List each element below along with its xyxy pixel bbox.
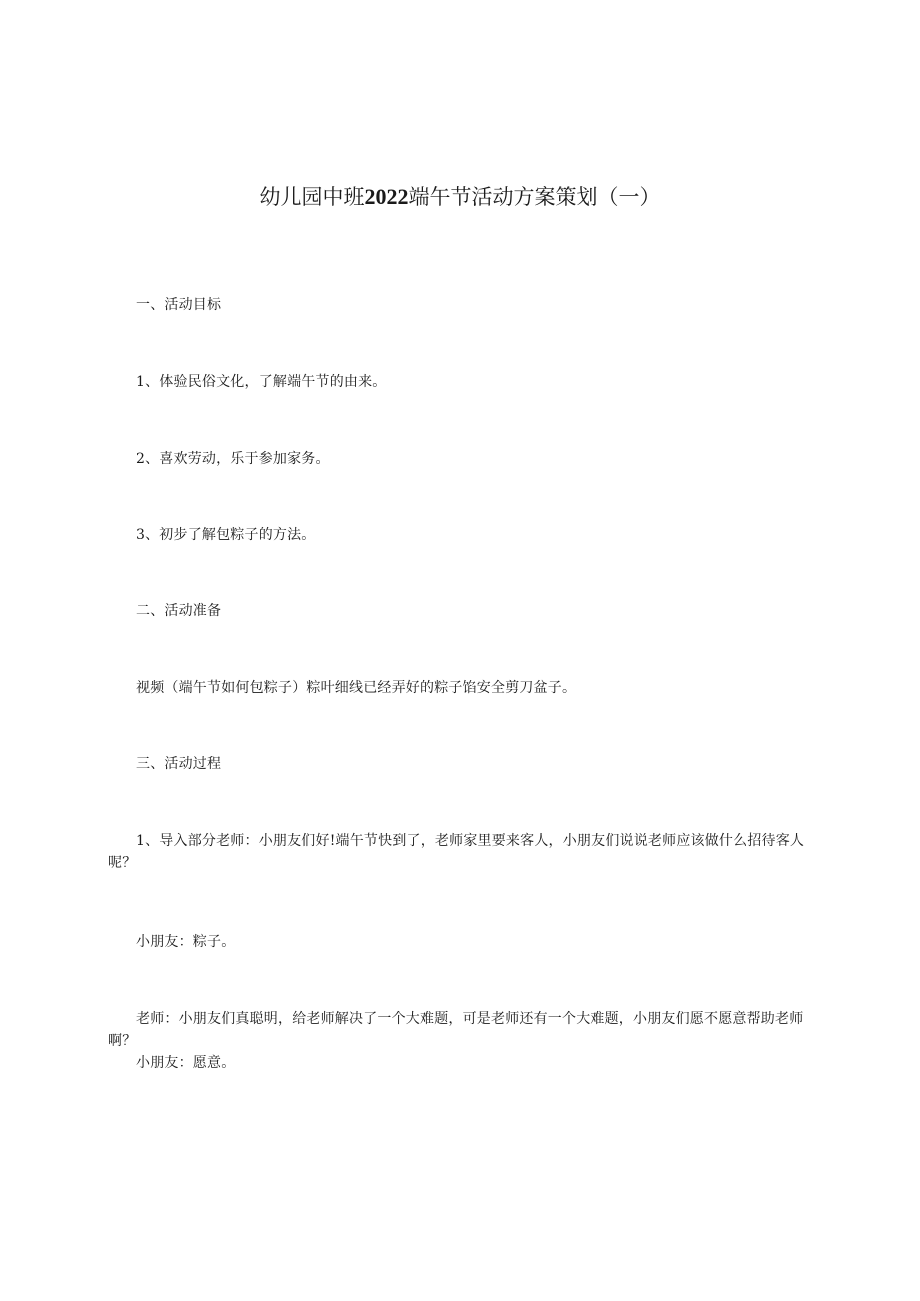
process-step-1: 1、导入部分老师：小朋友们好!端午节快到了，老师家里要来客人，小朋友们说说老师应该做什么招待客人呢？ bbox=[108, 833, 805, 871]
goal-item-1: 1、体验民俗文化，了解端午节的由来。 bbox=[136, 374, 387, 390]
section-heading-process: 三、活动过程 bbox=[136, 756, 222, 772]
title-suffix: 端午节活动方案策划（一） bbox=[408, 185, 661, 209]
document-title bbox=[0, 182, 920, 212]
preparation-text: 视频（端午节如何包粽子）粽叶细线已经弄好的粽子馅安全剪刀盆子。 bbox=[136, 680, 577, 696]
dialogue-child-2: 小朋友：愿意。 bbox=[136, 1055, 236, 1071]
section-heading-goals: 一、活动目标 bbox=[136, 297, 222, 313]
goal-item-3: 3、初步了解包粽子的方法。 bbox=[136, 527, 316, 543]
title-year: 2022 bbox=[364, 184, 409, 209]
dialogue-child-1: 小朋友：粽子。 bbox=[136, 934, 236, 950]
title-prefix: 幼儿园中班 bbox=[259, 185, 365, 209]
goal-item-2: 2、喜欢劳动，乐于参加家务。 bbox=[136, 451, 330, 467]
dialogue-teacher-1: 老师：小朋友们真聪明，给老师解决了一个大难题，可是老师还有一个大难题，小朋友们愿不愿意帮助老师啊？ bbox=[108, 1011, 804, 1049]
section-heading-preparation: 二、活动准备 bbox=[136, 603, 222, 619]
